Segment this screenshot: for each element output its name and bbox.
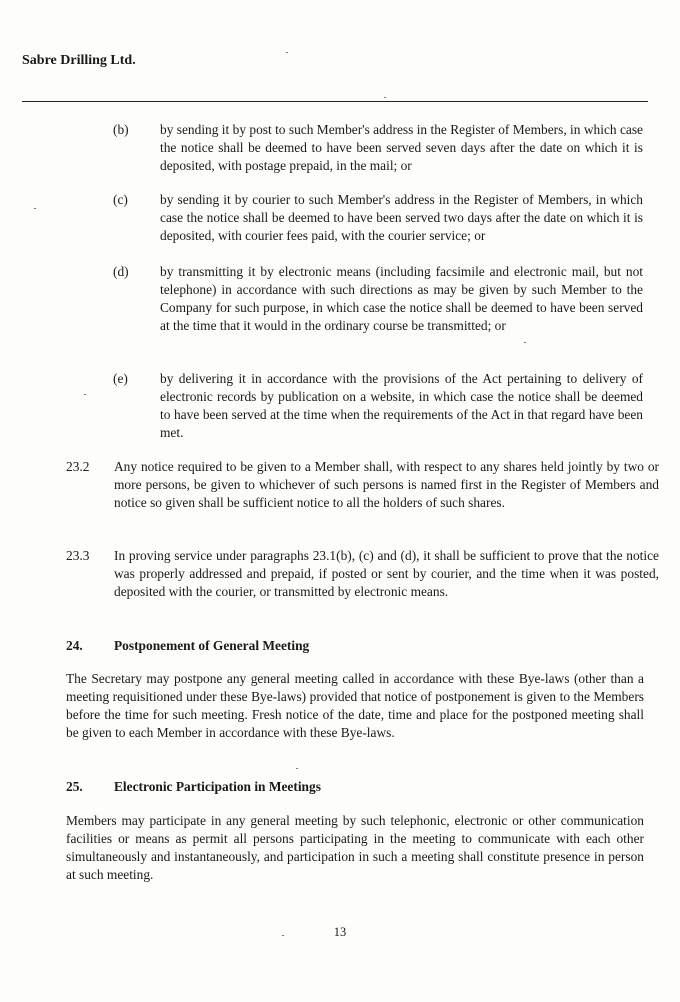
clause-text: In proving service under paragraphs 23.1(b), (c) and (d), it shall be sufficient to prove that the notice was properly addressed and prepaid, if posted or sent by courier, and the time when it was posted, deposited with the courier, or transmitted by electronic means. [114,548,659,599]
subclause-text: by sending it by post to such Member's address in the Register of Members, in which case the notice shall be deemed to have been served seven days after the date on which it is deposited, with postage prepaid, in the mail; or [160,122,643,173]
scan-speck [34,208,36,209]
clause-number: 23.3 [66,548,90,563]
scan-speck [296,768,298,769]
subclause-label: (c) [113,192,128,207]
scan-speck [384,97,386,98]
subclause-text: by delivering it in accordance with the provisions of the Act pertaining to delivery of electronic records by publication on a website, in which case the notice shall be deemed to have been served at the time when the requirements of the Act in that regard have been met. [160,371,643,440]
scan-speck [282,935,284,936]
subclause-label: (e) [113,371,128,386]
section-number: 25. [66,779,83,794]
clause-number: 23.2 [66,459,90,474]
scan-speck [524,342,526,343]
scan-speck [84,394,86,395]
section-body-24: The Secretary may postpone any general meeting called in accordance with these Bye-laws (other than a meeting requisitioned under these Bye-laws) provided that notice of postponement is given to the Members before the time for such meeting. Fresh notice of the date, time and place for the postponed meeting shall be given to each Member in accordance with these Bye-laws. [66,671,644,740]
company-name: Sabre Drilling Ltd. [22,53,136,68]
subclause-text: by transmitting it by electronic means (including facsimile and electronic mail, but not telephone) in accordance with such directions as may be given by such Member to the Company for such purpose, in which case the notice shall be deemed to have been served at the time that it would in the ordinary course be transmitted; or [160,264,643,333]
section-title: Postponement of General Meeting [114,638,310,653]
subclause-label: (d) [113,264,129,279]
scan-speck [286,52,288,53]
section-number: 24. [66,638,83,653]
subclause-text: by sending it by courier to such Member's address in the Register of Members, in which case the notice shall be deemed to have been served two days after the date on which it is deposited, with courier fees paid, with the courier service; or [160,192,643,243]
clause-text: Any notice required to be given to a Member shall, with respect to any shares held jointly by two or more persons, be given to whichever of such persons is named first in the Register of Members and notice so given shall be sufficient notice to all the holders of such shares. [114,459,659,510]
header-rule [22,101,648,102]
subclause-label: (b) [113,122,129,137]
section-body-25: Members may participate in any general meeting by such telephonic, electronic or other communication facilities or means as permit all persons participating in the meeting to communicate with each other simultaneously and instantaneously, and participation in such a meeting shall constitute presence in person at such meeting. [66,813,644,882]
section-title: Electronic Participation in Meetings [114,779,321,794]
page-number: 13 [333,925,347,939]
